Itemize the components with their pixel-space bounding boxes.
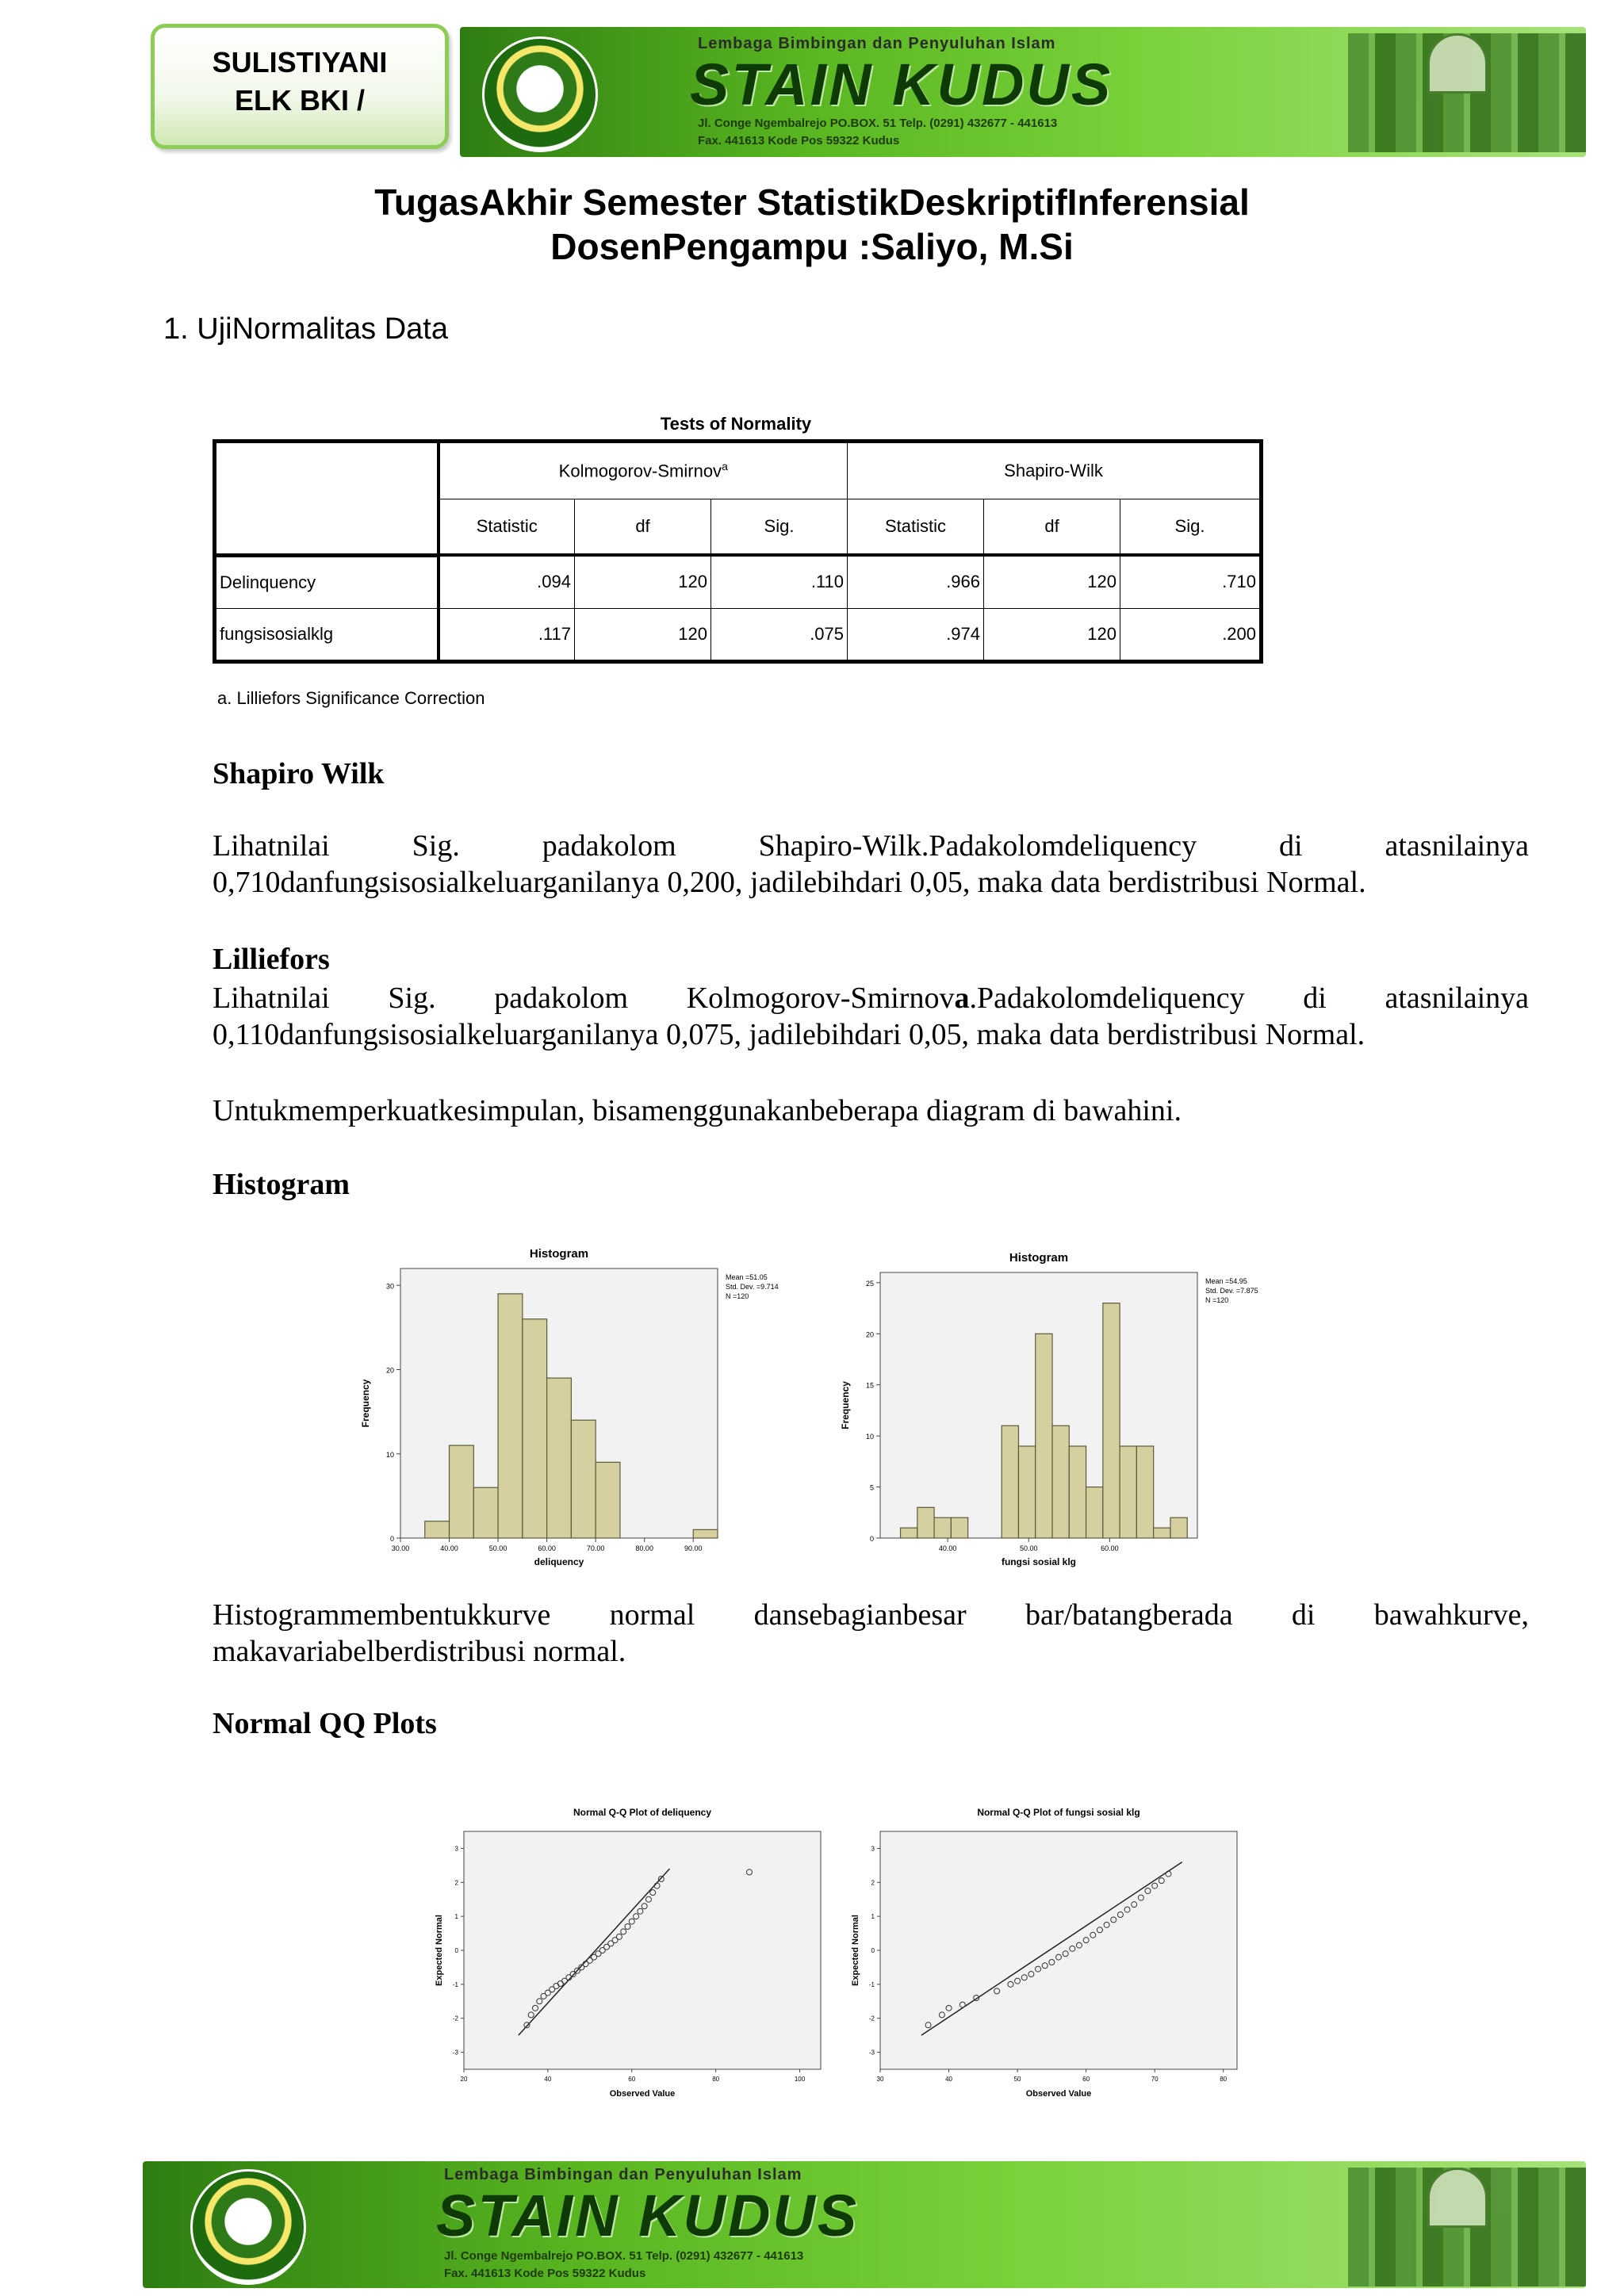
histogram-bar — [934, 1517, 951, 1538]
document-title: TugasAkhir Semester StatistikDeskriptifInferensial — [374, 182, 1250, 223]
qq-plot-deliquency — [435, 1807, 821, 2099]
histogram-bar — [1086, 1487, 1103, 1538]
x-tick-label: 60.00 — [1101, 1544, 1119, 1552]
y-axis-label: Expected Normal — [851, 1915, 860, 1986]
cell: .075 — [711, 608, 848, 661]
legend-entry: Mean =54.95 — [1205, 1277, 1247, 1285]
y-tick-label: 25 — [865, 1279, 874, 1288]
header-banner — [460, 27, 1586, 157]
banner-title: STAIN KUDUS — [690, 52, 1113, 117]
table-corner — [215, 442, 439, 556]
paragraph-histogram: Histogrammembentukkurve normal dansebagianbesar bar/batangberada di bawahkurve, makavariabelberdistribusi normal. — [213, 1598, 1529, 1668]
y-tick-label: 0 — [454, 1947, 458, 1954]
building-image — [1348, 33, 1586, 152]
histogram-bar — [1036, 1334, 1052, 1538]
y-tick-label: 0 — [871, 1947, 875, 1954]
legend-entry: Std. Dev. =9.714 — [726, 1283, 779, 1291]
name-badge — [151, 24, 449, 149]
y-tick-label: 10 — [385, 1450, 394, 1459]
histogram-bar — [498, 1294, 523, 1538]
col-sw-sig: Sig. — [1120, 499, 1262, 556]
x-tick-label: 40.00 — [440, 1544, 458, 1552]
row-label: Delinquency — [215, 555, 439, 608]
chart-title: Normal Q-Q Plot of fungsi sosial klg — [977, 1807, 1140, 1818]
x-tick-label: 70 — [1151, 2076, 1159, 2083]
paragraph-shapiro: Lihatnilai Sig. padakolom Shapiro-Wilk.Padakolomdeliquency di atasnilainya 0,710danfungsisosialkeluarganilanya 0,200, jadilebihdari 0,05, maka data berdistribusi Normal. — [213, 829, 1529, 899]
x-axis-label: Observed Value — [609, 2089, 676, 2099]
legend-entry: N =120 — [726, 1292, 749, 1300]
x-tick-label: 30 — [876, 2076, 884, 2083]
chart-title: Histogram — [529, 1247, 589, 1261]
footer-banner — [143, 2161, 1586, 2288]
x-tick-label: 60 — [628, 2076, 636, 2083]
table-footnote: a. Lilliefors Significance Correction — [217, 688, 485, 708]
histogram-bar — [693, 1529, 718, 1538]
y-tick-label: 2 — [454, 1879, 458, 1887]
cell: .110 — [711, 555, 848, 608]
group-ks: Kolmogorov-Smirnov$^a$ — [439, 442, 848, 499]
cell: 120 — [984, 608, 1120, 661]
histogram-bar — [1069, 1446, 1086, 1538]
col-sw-df: df — [984, 499, 1120, 556]
normality-table — [213, 439, 1263, 664]
y-tick-label: 3 — [871, 1845, 875, 1853]
row-label: fungsisosialklg — [215, 608, 439, 661]
y-tick-label: -3 — [452, 2049, 458, 2057]
banner-subtitle: Lembaga Bimbingan dan Penyuluhan Islam — [444, 2166, 802, 2183]
chart-title: Normal Q-Q Plot of deliquency — [573, 1807, 712, 1818]
banner-address-1: Jl. Conge Ngembalrejo PO.BOX. 51 Telp. (0291) 432677 - 441613 — [698, 117, 1058, 130]
y-tick-label: 5 — [869, 1483, 874, 1492]
legend-entry: Std. Dev. =7.875 — [1205, 1287, 1258, 1295]
banner-subtitle: Lembaga Bimbingan dan Penyuluhan Islam — [698, 35, 1056, 52]
paragraph-untuk: Untukmemperkuatkesimpulan, bisamenggunakanbeberapa diagram di bawahini. — [213, 1094, 1182, 1127]
histogram-bar — [450, 1445, 474, 1538]
histogram-bar — [547, 1378, 572, 1538]
x-tick-label: 50.00 — [488, 1544, 508, 1552]
x-tick-label: 60 — [1082, 2076, 1090, 2083]
stain-logo-icon — [190, 2169, 306, 2285]
x-tick-label: 50.00 — [1019, 1544, 1038, 1552]
histogram-bar — [1018, 1446, 1035, 1538]
x-axis-label: Observed Value — [1025, 2089, 1092, 2099]
x-tick-label: 30.00 — [391, 1544, 410, 1552]
legend-entry: N =120 — [1205, 1296, 1229, 1304]
cell: .117 — [439, 608, 575, 661]
cell: 120 — [984, 555, 1120, 608]
heading-histogram: Histogram — [213, 1168, 350, 1201]
heading-lilliefors: Lilliefors — [213, 943, 330, 976]
banner-title: STAIN KUDUS — [436, 2183, 860, 2248]
table-row — [215, 608, 1262, 661]
x-tick-label: 60.00 — [538, 1544, 556, 1552]
histogram-bar — [1002, 1425, 1018, 1538]
cell: 120 — [575, 555, 711, 608]
table-row — [215, 555, 1262, 608]
cell: 120 — [575, 608, 711, 661]
histogram-bar — [901, 1528, 917, 1538]
heading-qq: Normal QQ Plots — [213, 1707, 437, 1740]
badge-line-1: SULISTIYANI — [212, 46, 388, 78]
col-ks-df: df — [575, 499, 711, 556]
y-tick-label: 30 — [385, 1282, 394, 1291]
cell: .966 — [848, 555, 984, 608]
group-sw: Shapiro-Wilk — [848, 442, 1262, 499]
y-tick-label: -1 — [452, 1980, 458, 1988]
y-tick-label: 0 — [869, 1535, 874, 1543]
x-axis-label: deliquency — [534, 1556, 584, 1567]
x-tick-label: 80 — [1220, 2076, 1228, 2083]
y-axis-label: Expected Normal — [435, 1915, 444, 1986]
qq-plots-figure — [428, 1800, 1277, 2109]
y-tick-label: 3 — [454, 1845, 458, 1853]
histogram-bar — [1154, 1528, 1170, 1538]
cell: .200 — [1120, 608, 1262, 661]
y-tick-label: -2 — [452, 2015, 458, 2022]
x-tick-label: 50 — [1013, 2076, 1021, 2083]
col-sw-statistic: Statistic — [848, 499, 984, 556]
x-tick-label: 40 — [544, 2076, 552, 2083]
y-tick-label: 10 — [865, 1433, 874, 1441]
y-tick-label: 20 — [865, 1330, 874, 1339]
y-axis-label: Frequency — [360, 1379, 371, 1428]
document-subtitle: DosenPengampu :Saliyo, M.Si — [550, 226, 1074, 267]
y-tick-label: 0 — [389, 1535, 394, 1543]
histogram-bar — [596, 1462, 620, 1538]
cell: .710 — [1120, 555, 1262, 608]
histogram-deliquency — [360, 1247, 779, 1567]
histogram-bar — [1170, 1517, 1187, 1538]
histograms-figure — [357, 1229, 1348, 1586]
x-tick-label: 70.00 — [586, 1544, 605, 1552]
histogram-bar — [473, 1487, 498, 1538]
x-tick-label: 40 — [945, 2076, 952, 2083]
cell: .094 — [439, 555, 575, 608]
y-tick-label: -3 — [868, 2049, 875, 2057]
y-axis-label: Frequency — [840, 1381, 851, 1429]
table-caption: Tests of Normality — [660, 414, 812, 434]
histogram-bar — [1103, 1303, 1120, 1538]
plot-area — [880, 1831, 1237, 2069]
paragraph-lilliefors: Lihatnilai Sig. padakolom Kolmogorov-Smirnova.Padakolomdeliquency di atasnilainya 0,110danfungsisosialkeluarganilanya 0,075, jadilebihdari 0,05, maka data berdistribusi Normal. — [213, 982, 1529, 1051]
histogram-bar — [425, 1521, 450, 1538]
histogram-bar — [1120, 1446, 1136, 1538]
legend-entry: Mean =51.05 — [726, 1273, 768, 1281]
histogram-bar — [951, 1517, 967, 1538]
histogram-bar — [1052, 1425, 1069, 1538]
y-tick-label: -1 — [868, 1980, 875, 1988]
qq-plot-fungsi-sosial — [851, 1807, 1237, 2099]
chart-title: Histogram — [1009, 1251, 1069, 1265]
x-tick-label: 20 — [460, 2076, 468, 2083]
building-image — [1348, 2168, 1586, 2286]
histogram-bar — [523, 1319, 547, 1538]
histogram-bar — [1136, 1446, 1153, 1538]
x-tick-label: 80 — [712, 2076, 720, 2083]
stain-logo-icon — [482, 36, 598, 152]
badge-line-2: ELK BKI / — [234, 84, 365, 117]
histogram-bar — [571, 1420, 596, 1538]
y-tick-label: -2 — [868, 2015, 875, 2022]
x-tick-label: 100 — [794, 2076, 806, 2083]
histogram-bar — [917, 1507, 934, 1538]
y-tick-label: 2 — [871, 1879, 875, 1887]
col-ks-sig: Sig. — [711, 499, 848, 556]
x-axis-label: fungsi sosial klg — [1001, 1556, 1077, 1567]
y-tick-label: 1 — [454, 1913, 458, 1921]
col-ks-statistic: Statistic — [439, 499, 575, 556]
section-heading: 1. UjiNormalitas Data — [163, 312, 448, 346]
banner-address-2: Fax. 441613 Kode Pos 59322 Kudus — [698, 134, 900, 147]
plot-area — [464, 1831, 821, 2069]
x-tick-label: 90.00 — [684, 1544, 703, 1552]
y-tick-label: 1 — [871, 1913, 875, 1921]
y-tick-label: 15 — [865, 1381, 874, 1390]
x-tick-label: 40.00 — [938, 1544, 957, 1552]
banner-address-1: Jl. Conge Ngembalrejo PO.BOX. 51 Telp. (0291) 432677 - 441613 — [444, 2249, 804, 2263]
cell: .974 — [848, 608, 984, 661]
histogram-fungsi-sosial — [840, 1251, 1258, 1567]
x-tick-label: 80.00 — [635, 1544, 653, 1552]
heading-shapiro: Shapiro Wilk — [213, 757, 385, 790]
banner-address-2: Fax. 441613 Kode Pos 59322 Kudus — [444, 2267, 646, 2280]
y-tick-label: 20 — [385, 1366, 394, 1375]
